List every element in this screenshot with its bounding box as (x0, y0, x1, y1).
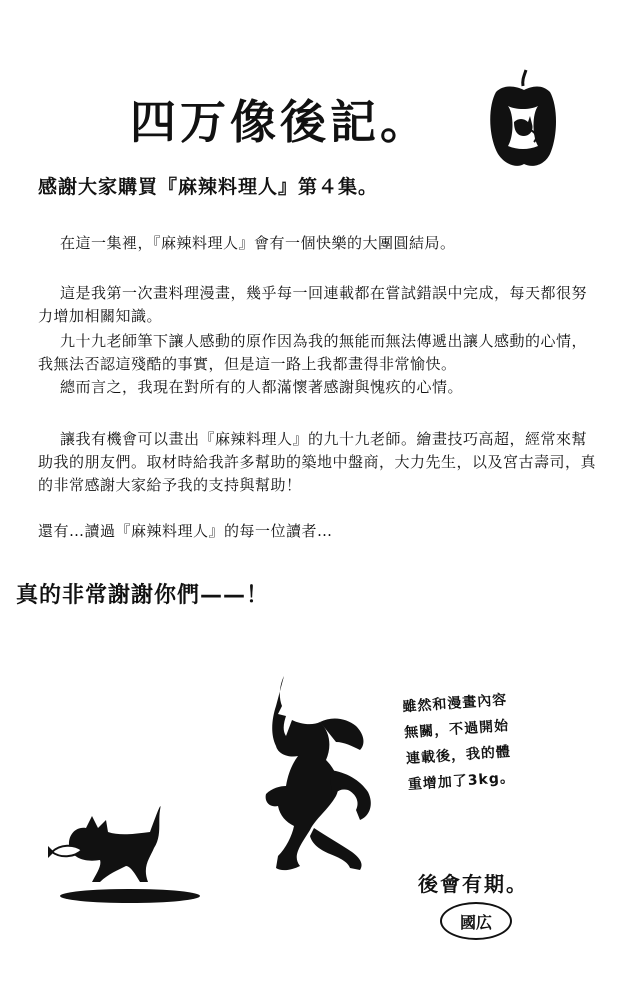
closing-thanks: 真的非常謝謝你們——！ (16, 583, 270, 608)
note-line-1: 雖然和漫畫內容 (401, 692, 508, 716)
paragraph-4 (38, 376, 598, 399)
thanks-heading: 感謝大家購買『麻辣料理人』第４集。 (38, 176, 379, 198)
paragraph-1 (38, 232, 598, 255)
paragraph-3 (38, 330, 598, 376)
paragraph-6 (38, 520, 598, 543)
page-title: 四万像後記。 (130, 95, 430, 149)
paragraph-5-text: 讓我有機會可以畫出『麻辣料理人』的九十九老師。繪畫技巧高超，經常來幫助我的朋友們。取材時給我許多幫助的築地中盤商，大力先生，以及宮古壽司，真的非常感謝大家給予我的支持與幫助！ (38, 430, 597, 494)
person-silhouette-icon (266, 676, 371, 870)
cat-silhouette-icon (48, 806, 161, 882)
paragraph-2-text: 這是我第一次畫料理漫畫，幾乎每一回連載都在嘗試錯誤中完成，每天都很努力增加相關知識。 (38, 284, 588, 325)
paragraph-5 (38, 428, 598, 497)
paragraph-4-text: 總而言之，我現在對所有的人都滿懷著感謝與愧疚的心情。 (60, 378, 464, 396)
note-line-3: 連載後，我的體 (405, 743, 512, 768)
silhouette-illustration (30, 660, 450, 940)
farewell-text: 後會有期。 (418, 872, 528, 896)
author-note (402, 682, 589, 798)
paragraph-1-text: 在這一集裡，『麻辣料理人』會有一個快樂的大團圓結局。 (60, 234, 456, 252)
apple-core-cat-illustration (488, 66, 558, 170)
cat-shadow (60, 889, 200, 903)
author-signature-stamp: 國広 (440, 902, 512, 940)
note-line-2: 無關，不過開始 (403, 718, 510, 742)
paragraph-2 (38, 282, 598, 328)
paragraph-6-text: 還有…讀過『麻辣料理人』的每一位讀者… (38, 522, 333, 540)
paragraph-3-text: 九十九老師筆下讓人感動的原作因為我的無能而無法傳遞出讓人感動的心情，我無法否認這殘酷的事實，但是這一路上我都畫得非常愉快。 (38, 332, 588, 373)
note-line-4: 重增加了3kg。 (407, 769, 516, 794)
